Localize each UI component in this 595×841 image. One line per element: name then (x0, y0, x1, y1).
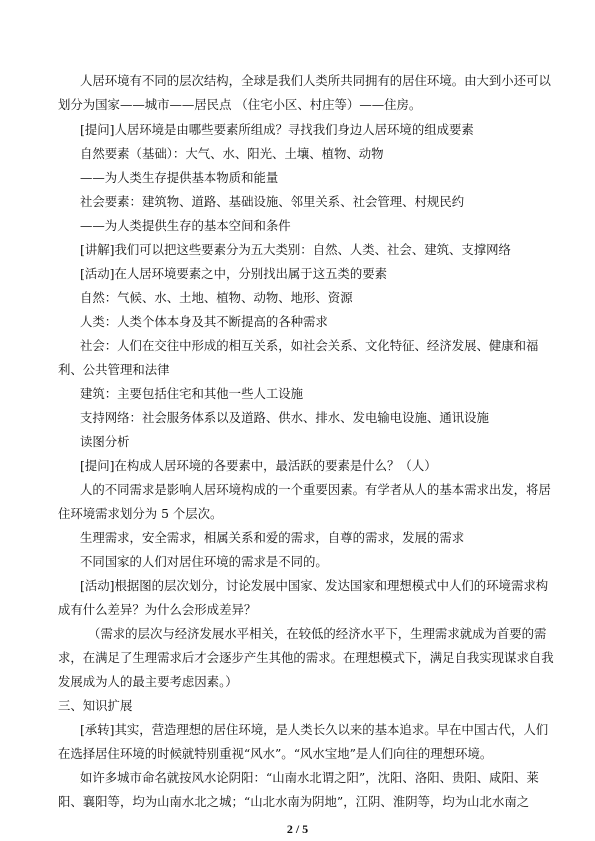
paragraph-line: [提问]人居环境是由哪些要素所组成？寻找我们身边人居环境的组成要素 (80, 122, 474, 137)
paragraph-line: 社会：人们在交往中形成的相互关系，如社会关系、文化特征、经济发展、健康和福 (80, 338, 539, 353)
page-number: 2 / 5 (286, 822, 309, 836)
paragraph-line: [活动]根据图的层次划分，讨论发展中国家、发达国家和理想模式中人们的环境需求构 (80, 578, 549, 593)
paragraph-line: 阳、襄阳等，均为山南水北之城；“山北水南为阴地”，江阴、淮阴等，均为山北水南之 (58, 794, 530, 809)
section-heading: 三、知识扩展 (58, 698, 133, 713)
paragraph-line: 社会要素：建筑物、道路、基础设施、邻里关系、社会管理、村规民约 (80, 194, 465, 209)
paragraph-line: 划分为国家——城市——居民点 （住宅小区、村庄等）——住房。 (58, 97, 422, 112)
paragraph-line: 建筑：主要包括住宅和其他一些人工设施 (80, 386, 304, 401)
paragraph-line: [承转]其实，营造理想的居住环境，是人类长久以来的基本追求。早在中国古代，人们 (80, 722, 549, 737)
paragraph-line: [提问]在构成人居环境的各要素中，最活跃的要素是什么？（人） (80, 458, 437, 473)
paragraph-line: [活动]在人居环境要素之中，分别找出属于这五类的要素 (80, 266, 388, 281)
paragraph-line: 成有什么差异？为什么会形成差异？ (58, 602, 257, 617)
paragraph-line: 自然：气候、水、土地、植物、动物、地形、资源 (80, 290, 353, 305)
paragraph-line: [讲解]我们可以把这些要素分为五大类别：自然、人类、社会、建筑、支撑网络 (80, 242, 511, 257)
paragraph-line: （需求的层次与经济发展水平相关，在较低的经济水平下，生理需求就成为首要的需 (88, 626, 547, 641)
paragraph-line: 支持网络：社会服务体系以及道路、供水、排水、发电输电设施、通讯设施 (80, 410, 489, 425)
paragraph-line: 人居环境有不同的层次结构，全球是我们人类所共同拥有的居住环境。由大到小还可以 (80, 73, 551, 88)
paragraph-line: 求，在满足了生理需求后才会逐步产生其他的需求。在理想模式下，满足自我实现谋求自我 (58, 650, 554, 665)
paragraph-line: ——为人类生存提供基本物质和能量 (80, 170, 279, 185)
paragraph-line: 人类：人类个体本身及其不断提高的各种需求 (80, 314, 328, 329)
paragraph-line: 自然要素（基础）：大气、水、阳光、土壤、植物、动物 (80, 146, 384, 161)
paragraph-line: ——为人类提供生存的基本空间和条件 (80, 218, 291, 233)
paragraph-line: 住环境需求划分为 5 个层次。 (58, 506, 223, 521)
paragraph-line: 不同国家的人们对居住环境的需求是不同的。 (80, 554, 328, 569)
paragraph-line: 如许多城市命名就按风水论阴阳：“山南水北谓之阳”，沈阳、洛阳、贵阳、咸阳、莱 (80, 770, 539, 785)
paragraph-line: 在选择居住环境的时候就特别重视“风水”。“风水宝地”是人们向往的理想环境。 (58, 746, 493, 761)
paragraph-line: 人的不同需求是影响人居环境构成的一个重要因素。有学者从人的基本需求出发，将居 (80, 482, 551, 497)
paragraph-line: 利、公共管理和法律 (58, 362, 170, 377)
paragraph-line: 生理需求，安全需求，相属关系和爱的需求，自尊的需求，发展的需求 (80, 530, 465, 545)
section-label: 读图分析 (80, 434, 130, 449)
paragraph-line: 发展成为人的最主要考虑因素。） (58, 674, 238, 689)
